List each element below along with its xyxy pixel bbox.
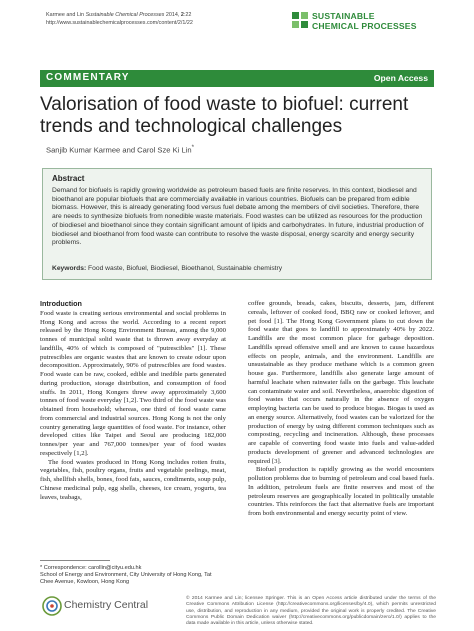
abstract-text: Demand for biofuels is rapidly growing worldwide as petroleum based fuels are finite reserves. In this context, biodiesel and bioethanol are popular biofuels that are commercially available in various countries. Biofuels can be prepared from edible biomass. However, this is already generating food versus fuel debate among the members of civil societies. Therefore, there are needs to synthesize biofuels from nonedible waste materials. Food wastes can be utilized as resources for the production of biodiesel and bioethanol since they contain significant amount of lipids and carbohydrates. In future, industrial production of biodiesel and bioethanol from food waste can contribute to resolve the waste disposal, energy scarcity and energy security problems. (52, 187, 424, 247)
citation-header (46, 12, 193, 27)
footnote-divider (40, 560, 110, 561)
author-marker: * (191, 144, 195, 151)
chemistry-central-logo-icon (42, 596, 62, 616)
license-text: © 2014 Karmee and Lin; licensee Springer. This is an Open Access article distributed under the terms of the Creative Commons Attribution License (http://creativecommons.org/licenses/by/4.0), which permits unrestricted use, distribution, and reproduction in any medium, provided the original work is properly credited. The Creative Commons Public Domain Dedication waiver (http://creativecommons.org/publicdomain/zero/1.0/) applies to the data made available in this article, unless otherwise stated. (186, 596, 436, 627)
article-title: Valorisation of food waste to biofuel: current trends and technological challenges (40, 94, 409, 137)
keywords-label: Keywords: (52, 265, 87, 272)
journal-logo (312, 11, 417, 31)
keywords (52, 265, 424, 272)
correspondence-footnote (40, 565, 226, 587)
open-access-label: Open Access (373, 73, 428, 83)
col2-paragraph-1: coffee grounds, breads, cakes, biscuits, desserts, jam, different cereals, leftover of cooked food, BBQ raw or cooked leftover, and pet food [1]. The Hong Kong Government plans to cut down the food waste that goes to landfill to approximately 40% by 2022. Landfills are the most common place for garbage deposition. Landfills spread offensive smell and are known to cause hazardous effects on people, animals, and the environment. Landfills are unsustainable as they produce methane which is a common green house gas. Furthermore, landfills also generate large amount of harmful leachate when rainwater falls on the garbage. This leachate can contaminate water and soil. Nevertheless, anaerobic digestion of food wastes that occurs naturally in the absence of oxygen employing bacteria can be used to produce biogas. Biogas is used as an energy source. Alternatively, food wastes can be valorized for the production of energy by using different common techniques such as composting, recycling and incineration. Although, these processes are capable of converting food waste into fuels and value-added products development of greener and advanced technologies are required [3]. (248, 300, 434, 465)
body-column-left (40, 300, 226, 502)
author-list (46, 144, 194, 155)
publisher-name: Chemistry Central (64, 599, 149, 611)
correspondence-email[interactable]: * Correspondence: carollin@cityu.edu.hk (40, 565, 142, 571)
journal-logo-line2: CHEMICAL PROCESSES (312, 21, 417, 31)
author-affiliation: School of Energy and Environment, City University of Hong Kong, Tat Chee Avenue, Kowloon, Hong Kong (40, 572, 212, 586)
abstract-heading: Abstract (52, 174, 85, 183)
keywords-list: Food waste, Biofuel, Biodiesel, Bioethanol, Sustainable chemistry (86, 265, 283, 272)
col2-paragraph-2: Biofuel production is rapidly growing as the world encounters pollution problems due to burning of petroleum and coal based fuels. In addition, petroleum fuels are finite reserves and most of the petroleum reserves are geographically located in politically unstable countries. This reinforces the fact that alternative fuels are important from both environmental and energy security point of view. (248, 466, 434, 517)
intro-paragraph-2: The food wastes produced in Hong Kong includes rotten fruits, vegetables, fish, poultry organs, fruits and vegetable peelings, meat, fish, shellfish shells, bones, food fats, sauces, condiments, soup pulp, Chinese medicinal pulp, egg shells, cheeses, ice cream, yogurts, tea leaves, teabags, (40, 458, 226, 501)
intro-paragraph-1: Food waste is creating serious environmental and social problems in Hong Kong and across the world. According to a recent report released by the Hong Kong Environment Bureau, among the 9,000 tonnes of municipal solid waste that is thrown away everyday at landfills, 40% of which is composed of "putrescibles" [1]. These putrescibles are organic wastes that are known to create odour upon decomposition. Approximately, 90% of putrescibles are food wastes. Food waste can be raw, cooked, edible and inedible parts generated during production, storage distribution, and consumption of food stuffs. In 2011, Hong Kongers threw away approximately 3,600 tonnes of food waste everyday [1,2]. Two third of the food waste was obtained from household; whereas, one third of food waste came from commercial and industrial sources. Hong Kong is not the only country generating large quantities of food waste. For instance, other developed cities like Taipei and Seoul are producing 182,000 tonnes/per year and 767,000 tonnes/per year of food wastes respectively [1,2]. (40, 309, 226, 457)
authors-text: Sanjib Kumar Karmee and Carol Sze Ki Lin (46, 145, 192, 155)
journal-logo-icon (292, 12, 308, 28)
body-column-right (248, 300, 434, 519)
citation-line1: Karmee and Lin Sustainable Chemical Processes 2014, 2:22 (46, 12, 192, 18)
article-type-label: COMMENTARY (46, 72, 130, 83)
citation-url[interactable]: http://www.sustainablechemicalprocesses.com/content/2/1/22 (46, 19, 193, 26)
journal-logo-line1: SUSTAINABLE (312, 11, 375, 21)
section-heading-introduction: Introduction (40, 299, 82, 308)
